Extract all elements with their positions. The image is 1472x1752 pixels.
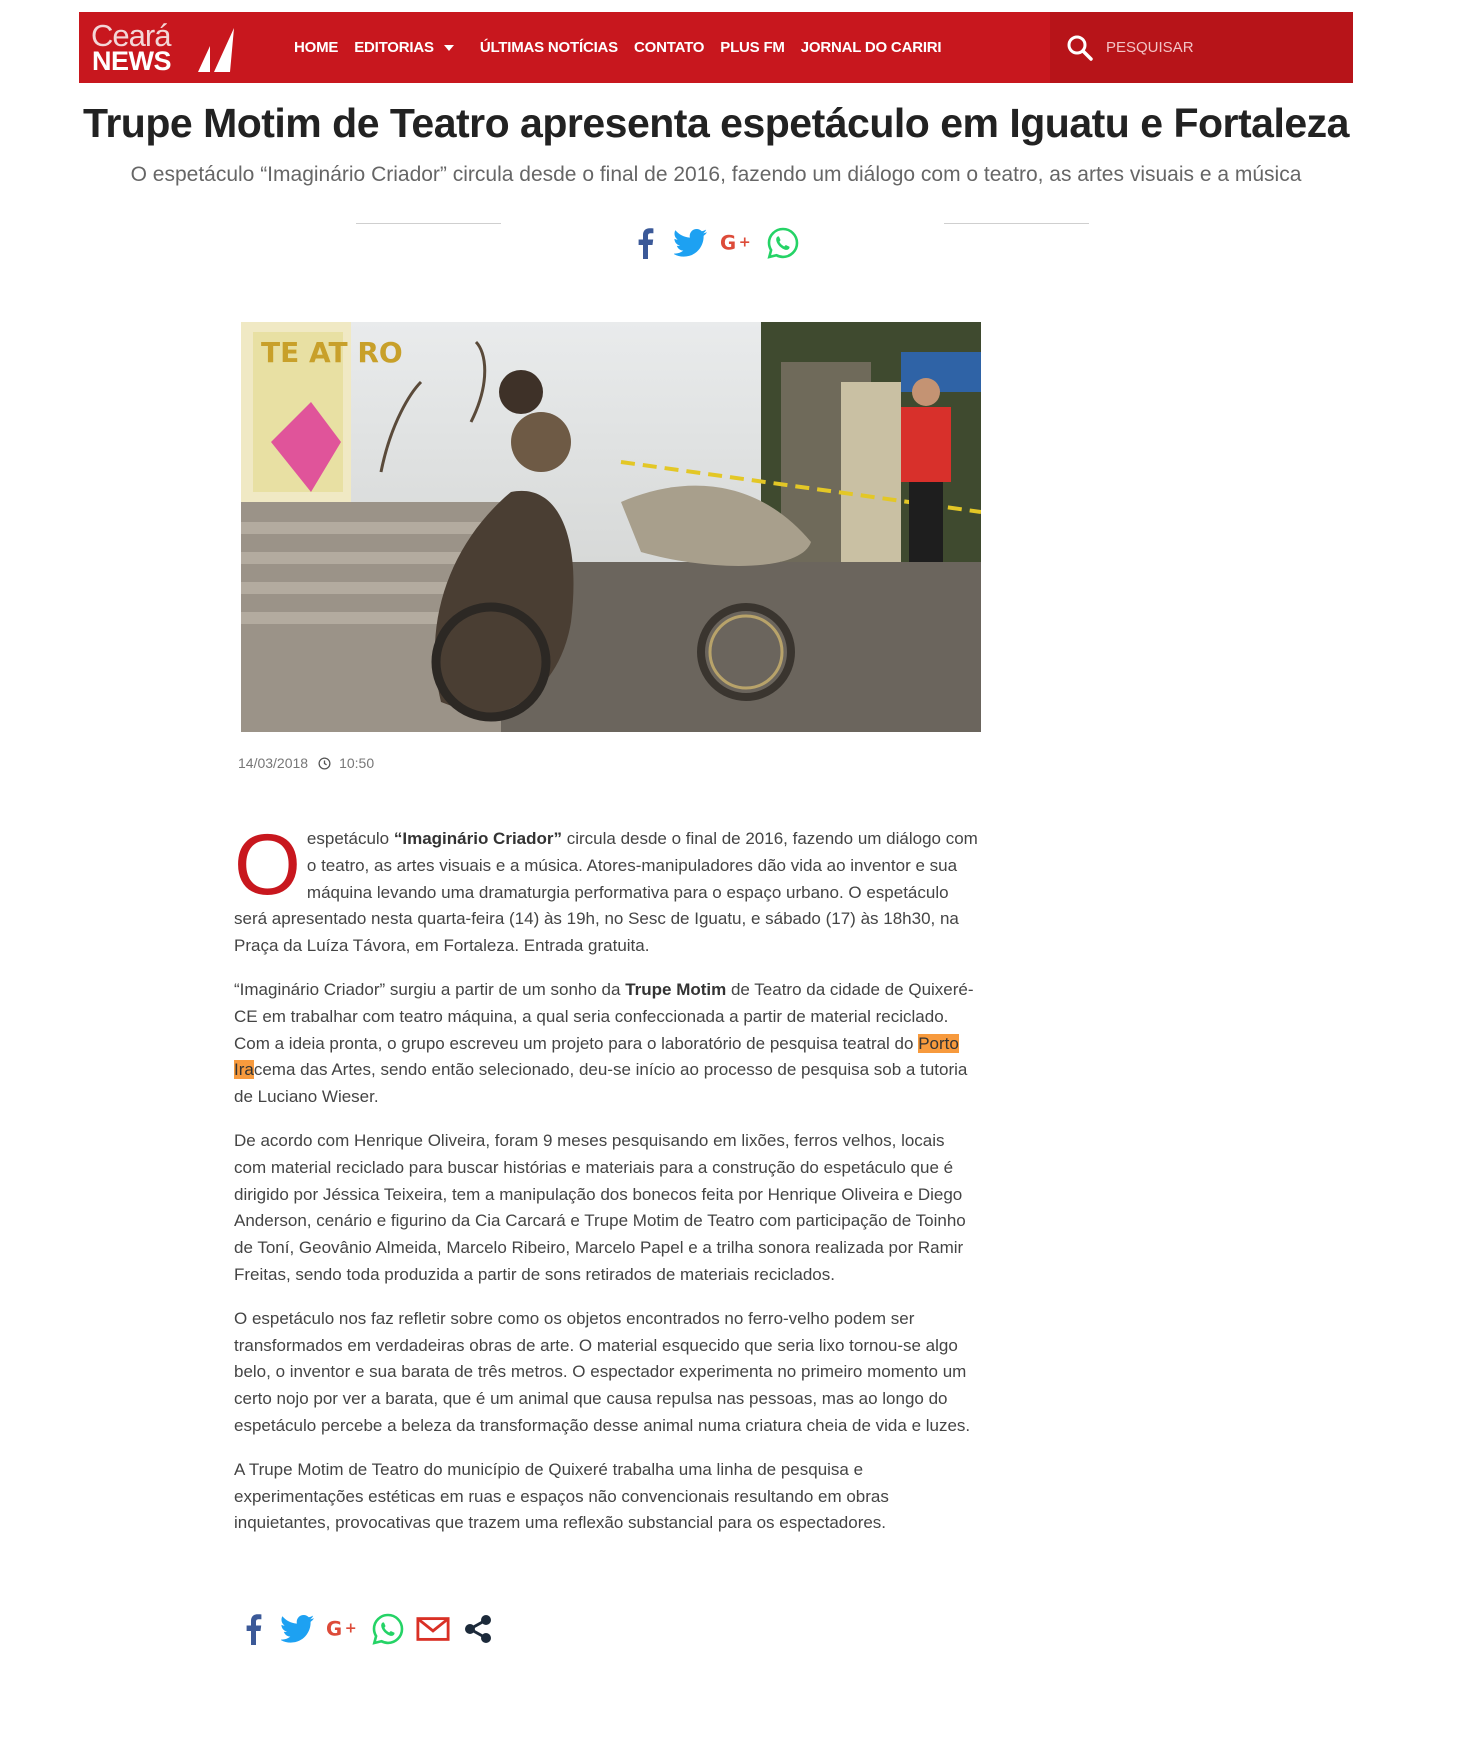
svg-text:G: G — [720, 231, 737, 255]
article-hero-image — [241, 322, 981, 732]
whatsapp-icon[interactable] — [371, 1612, 405, 1646]
site-logo[interactable] — [91, 18, 241, 76]
paragraph-text: “Imaginário Criador” surgiu a partir de um sonho da — [234, 979, 626, 999]
article-body — [234, 817, 980, 1554]
logo-text-ceara: Ceará — [91, 18, 171, 53]
article-paragraph-4: O espetáculo nos faz refletir sobre como os objetos encontrados no ferro-velho podem ser transformados em verdadeiras obras de arte. O material esquecido que seria lixo tornou-se algo belo, o inventor e sua barata de três metros. O espectador experimenta no primeiro momento um certo nojo por ver a barata, que é um animal que causa repulsa nas pessoas, mas ao longo do espetáculo percebe a beleza da transformação desse animal numa criatura cheia de vida e luzes. — [234, 1308, 971, 1435]
twitter-icon[interactable] — [281, 1612, 315, 1646]
search-bar — [1050, 12, 1353, 83]
article-paragraph-5: A Trupe Motim de Teatro do município de Quixeré trabalha uma linha de pesquisa e experimentações estéticas em ruas e espaços não convencionais resultando em obras inquietantes, provocativas que trazem uma reflexão substancial para os espectadores. — [234, 1459, 889, 1533]
svg-text:+: + — [344, 1620, 357, 1637]
share-bar-top — [628, 226, 800, 260]
divider-right — [944, 223, 1089, 224]
whatsapp-icon[interactable] — [766, 226, 800, 260]
article-date: 14/03/2018 — [238, 755, 309, 771]
main-nav — [294, 12, 957, 83]
article-paragraph-3: De acordo com Henrique Oliveira, foram 9 meses pesquisando em lixões, ferros velhos, locais com material reciclado para buscar histórias e materiais para a construção do espetáculo que é dirigido por Jéssica Teixeira, tem a manipulação dos bonecos feita por Henrique Oliveira e Diego Anderson, cenário e figurino da Cia Carcará e Trupe Motim de Teatro com participação de Toinho de Toní, Geovânio Almeida, Marcelo Ribeiro, Marcelo Papel e a trilha sonora realizada por Ramir Freitas, sendo toda produzida a partir de sons retirados de materiais reciclados. — [234, 1130, 966, 1284]
search-input[interactable] — [1106, 33, 1336, 63]
highlighted-text: Porto Ira — [234, 1033, 959, 1080]
paragraph-strong: Trupe Motim — [625, 979, 727, 999]
nav-ultimas-noticias[interactable] — [480, 39, 618, 56]
hero-poster-text: TE AT RO — [261, 336, 403, 369]
gmail-icon[interactable] — [416, 1612, 450, 1646]
nav-contato-label: CONTATO — [634, 39, 705, 56]
svg-text:+: + — [738, 234, 751, 251]
share-icon[interactable] — [461, 1612, 495, 1646]
nav-ultimas-label: ÚLTIMAS NOTÍCIAS — [479, 39, 618, 56]
nav-home-label: HOME — [294, 39, 339, 56]
nav-editorias[interactable] — [354, 39, 454, 56]
article-subtitle: O espetáculo “Imaginário Criador” circula desde o final de 2016, fazendo um diálogo com o teatro, as artes visuais e a música — [130, 163, 1302, 186]
divider-left — [356, 223, 501, 224]
article-title: Trupe Motim de Teatro apresenta espetáculo em Iguatu e Fortaleza — [83, 100, 1349, 146]
paragraph-strong: “Imaginário Criador” — [393, 829, 562, 848]
svg-text:G: G — [326, 1617, 343, 1641]
chevron-down-icon — [444, 45, 454, 51]
nav-jornal-do-cariri[interactable] — [801, 39, 942, 56]
nav-contato[interactable] — [634, 39, 704, 56]
article-time: 10:50 — [339, 755, 375, 771]
nav-editorias-label: EDITORIAS — [354, 39, 434, 56]
search-icon[interactable] — [1066, 34, 1094, 62]
article-paragraph-2 — [234, 977, 980, 1111]
clock-icon — [318, 757, 331, 770]
paragraph-text: de Teatro da cidade de Quixeré-CE em trabalhar com teatro máquina, a qual seria confeccionada a partir de material reciclado. Com a ideia pronta, o grupo escreveu um projeto para o laboratório de pesquisa teatral do — [234, 979, 974, 1053]
google-plus-icon[interactable] — [720, 226, 754, 260]
article-meta — [238, 755, 374, 771]
dropcap: O — [234, 817, 301, 913]
logo-text-news: NEWS — [92, 46, 171, 76]
paragraph-text: espetáculo — [306, 829, 394, 848]
google-plus-icon[interactable] — [326, 1612, 360, 1646]
facebook-icon[interactable] — [628, 226, 662, 260]
article-paragraph-1 — [234, 817, 980, 960]
nav-jornal-label: JORNAL DO CARIRI — [800, 39, 942, 56]
hero-photo — [241, 322, 981, 732]
nav-plus-fm[interactable] — [720, 39, 784, 56]
nav-home[interactable] — [294, 39, 338, 56]
nav-plus-fm-label: PLUS FM — [720, 39, 785, 56]
logo-sail-icon — [196, 26, 236, 74]
twitter-icon[interactable] — [674, 226, 708, 260]
share-bar-bottom — [236, 1612, 495, 1646]
paragraph-text: cema das Artes, sendo então selecionado, deu-se início ao processo de pesquisa sob a tutoria de Luciano Wieser. — [234, 1060, 968, 1107]
site-header — [79, 12, 1353, 83]
facebook-icon[interactable] — [236, 1612, 270, 1646]
paragraph-text: circula desde o final de 2016, fazendo um diálogo com o teatro, as artes visuais e a música. Atores-manipuladores dão vida ao inventor e sua máquina levando uma dramaturgia performativa para o espaço urbano. O espetáculo será apresentado nesta quarta-feira (14) às 19h, no Sesc de Iguatu, e sábado (17) às 18h30, na Praça da Luíza Távora, em Fortaleza. Entrada gratuita. — [234, 829, 978, 956]
